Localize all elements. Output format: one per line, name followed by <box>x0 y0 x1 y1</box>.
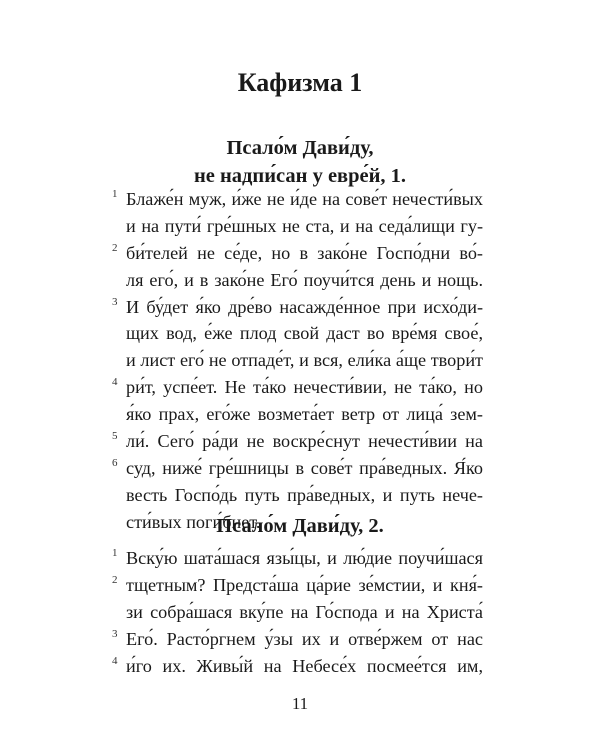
psalm-1-title-line-2: не надпи́сан у евре́й, 1. <box>193 165 407 187</box>
line-text: и́го их. Живы́й на Небесе́х посмее́тся им, <box>126 655 483 676</box>
verse-number: 1 <box>112 188 118 200</box>
text-line <box>112 653 483 680</box>
verse-number: 3 <box>112 627 118 640</box>
line-text: сти́вых поги́бнет. <box>126 511 261 532</box>
line-text: щих вод, е́же плод свой даст во вре́мя свое́, <box>126 323 483 344</box>
text-line <box>112 626 483 653</box>
line-text: весть Госпо́дь путь пра́ведных, и путь нече- <box>126 484 483 505</box>
text-line <box>126 347 483 374</box>
verse-number: 4 <box>112 376 118 389</box>
text-line <box>112 572 483 599</box>
line-text: Блаже́н муж, и́же не и́де на сове́т нечести́вых <box>126 189 483 209</box>
verse-number: 2 <box>112 573 118 586</box>
verse-number: 5 <box>112 430 118 443</box>
line-text: суд, ниже́ гре́шницы в сове́т пра́ведных. Я́ко <box>126 457 483 478</box>
text-line <box>126 482 483 509</box>
text-line <box>126 320 483 347</box>
verse-number: 6 <box>112 456 118 469</box>
verse-number: 2 <box>112 241 118 254</box>
text-line <box>126 599 483 626</box>
text-line <box>112 294 483 321</box>
line-text: и лист его́ не отпаде́т, и вся, ели́ка а́ще твори́т <box>126 350 483 371</box>
line-text: ли́. Сего́ ра́ди не воскре́снут нечести́вии на <box>126 431 483 452</box>
text-line <box>126 267 483 294</box>
verse-number: 4 <box>112 654 118 667</box>
line-text: я́ко прах, его́же возмета́ет ветр от лица́ зем- <box>126 404 483 425</box>
line-text: би́телей не се́де, но в зако́не Госпо́дни во́- <box>126 242 483 263</box>
text-line <box>112 455 483 482</box>
psalm-2-text <box>112 545 483 679</box>
psalm-1-title-line-1: Псало́м Дави́ду, <box>226 137 374 159</box>
psalm-2-title: Псало́м Дави́ду, 2. <box>216 515 384 537</box>
text-line <box>112 428 483 455</box>
line-text: Его́. Расто́ргнем у́зы их и отве́ржем от нас <box>126 628 483 649</box>
text-line <box>112 545 483 572</box>
text-line <box>126 213 483 240</box>
page-number: 11 <box>291 694 309 713</box>
text-line <box>112 186 483 213</box>
line-text: Вску́ю шата́шася язы́цы, и лю́дие поучи́шася <box>126 548 483 568</box>
line-text: И бу́дет я́ко дре́во насажде́нное при исхо́ди- <box>126 296 483 317</box>
line-text: зи собра́шася вку́пе на Го́спода и на Христа́ <box>126 601 483 622</box>
kathisma-title: Кафизма 1 <box>237 68 363 97</box>
text-line <box>112 374 483 401</box>
verse-number: 1 <box>112 547 118 559</box>
line-text: ля его́, и в зако́не Его́ поучи́тся день и нощь. <box>126 269 483 290</box>
verse-number: 3 <box>112 295 118 308</box>
psalm-1-text <box>112 186 483 536</box>
text-line <box>112 240 483 267</box>
line-text: и на пути́ гре́шных не ста, и на седа́лищи гу- <box>126 215 483 236</box>
line-text: тщетным? Предста́ша ца́рие зе́мстии, и кня́- <box>126 574 483 595</box>
text-line <box>126 401 483 428</box>
line-text: ри́т, успе́ет. Не та́ко нечести́вии, не та́ко, но <box>126 377 483 398</box>
psalm-1-title <box>0 134 600 190</box>
